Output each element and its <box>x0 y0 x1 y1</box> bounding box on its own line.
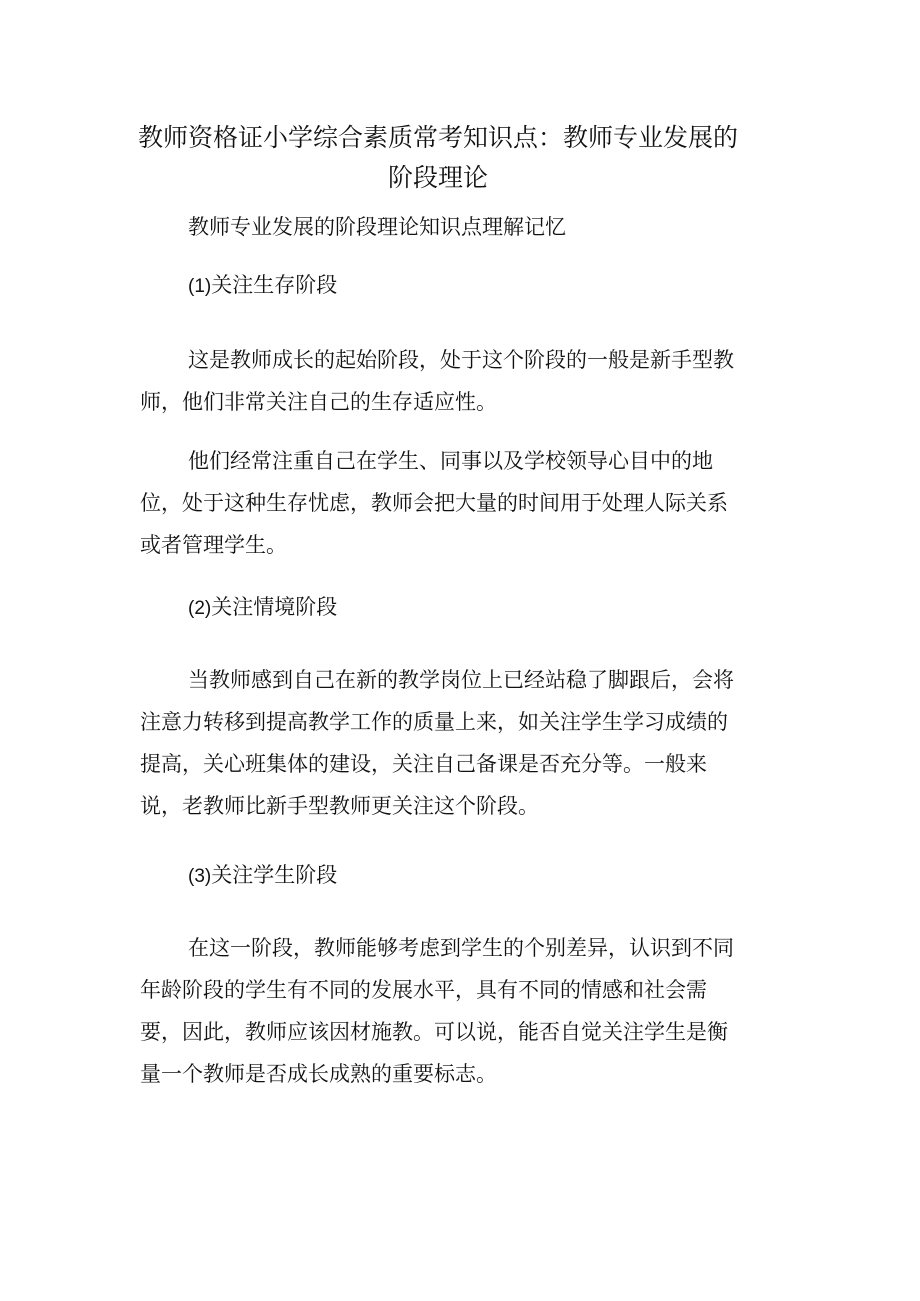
section-heading-text: 关注生存阶段 <box>211 273 338 297</box>
section-heading-text: 关注情境阶段 <box>211 595 338 619</box>
section-heading-1 <box>188 270 337 302</box>
section-number: (2) <box>188 598 212 619</box>
section-number: (3) <box>188 866 212 887</box>
document-subtitle: 教师专业发展的阶段理论知识点理解记忆 <box>188 215 566 239</box>
paragraph: 当教师感到自己在新的教学岗位上已经站稳了脚跟后，会将注意力转移到提高教学工作的质量上来，如关注学生学习成绩的提高，关心班集体的建设，关注自己备课是否充分等。一般来说，老教师比新手型教师更关注这个阶段。 <box>140 668 734 818</box>
section-heading-3 <box>188 860 337 892</box>
section-heading-text: 关注学生阶段 <box>211 863 338 887</box>
paragraph: 在这一阶段，教师能够考虑到学生的个别差异，认识到不同年龄阶段的学生有不同的发展水平，具有不同的情感和社会需要，因此，教师应该因材施教。可以说，能否自觉关注学生是衡量一个教师是否成长成熟的重要标志。 <box>140 936 734 1086</box>
paragraph: 这是教师成长的起始阶段，处于这个阶段的一般是新手型教师，他们非常关注自己的生存适应性。 <box>140 348 734 414</box>
document-title: 教师资格证小学综合素质常考知识点：教师专业发展的阶段理论 <box>138 123 739 192</box>
section-number: (1) <box>188 276 212 297</box>
paragraph: 他们经常注重自己在学生、同事以及学校领导心目中的地位，处于这种生存忧虑，教师会把大量的时间用于处理人际关系或者管理学生。 <box>140 449 728 557</box>
section-heading-2 <box>188 592 337 624</box>
